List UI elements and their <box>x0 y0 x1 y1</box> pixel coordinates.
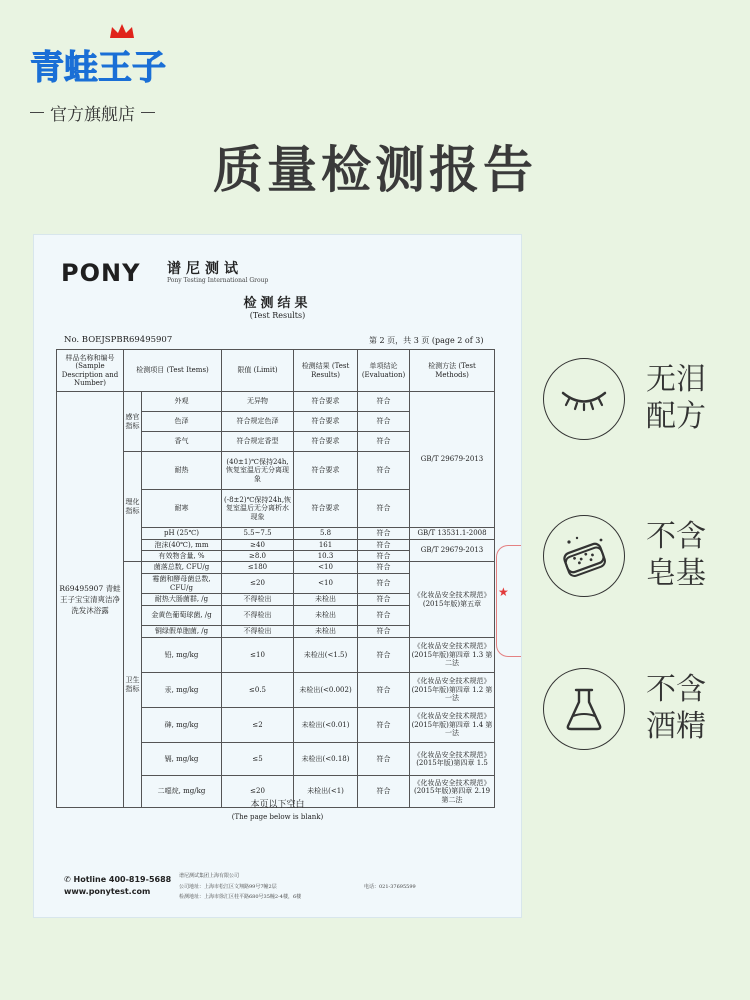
cell-limit: ≤20 <box>222 776 294 808</box>
feature-label: 不含皂基 <box>646 519 706 591</box>
hotline-text: Hotline 400-819-5688 <box>73 875 172 884</box>
cell-result: 10.3 <box>294 551 358 562</box>
flask-icon <box>564 686 604 732</box>
page-title: 质量检测报告 <box>213 141 537 199</box>
cell-limit: 符合规定香型 <box>222 432 294 452</box>
company-name-en: Pony Testing International Group <box>167 277 269 284</box>
cell-eval: 符合 <box>358 776 410 808</box>
feature-icon-circle <box>543 358 625 440</box>
cell-result: 未检出(<1) <box>294 776 358 808</box>
cell-eval: 符合 <box>358 708 410 743</box>
cell-limit: ≤180 <box>222 562 294 574</box>
cell-method: 《化妆品安全技术规范》(2015年版)第五章 <box>410 562 495 638</box>
cell-result: 符合要求 <box>294 490 358 528</box>
header-results: 检测结果 (Test Results) <box>294 350 358 392</box>
feature-icon-circle <box>543 668 625 750</box>
table-header-row <box>57 350 495 392</box>
cell-item: 铅, mg/kg <box>142 638 222 673</box>
cell-item: 铜绿假单胞菌, /g <box>142 626 222 638</box>
feature-label: 无泪配方 <box>646 362 706 434</box>
cell-item: 耐热大肠菌群, /g <box>142 594 222 606</box>
cell-eval: 符合 <box>358 606 410 626</box>
divider <box>30 112 44 114</box>
cell-eval: 符合 <box>358 528 410 540</box>
cell-limit: (-8±2)℃保持24h,恢复室温后无分离析水现象 <box>222 490 294 528</box>
cell-limit: ≤0.5 <box>222 673 294 708</box>
report-number: No. BOEJSPBR69495907 <box>64 335 173 345</box>
cell-eval: 符合 <box>358 743 410 776</box>
cell-eval: 符合 <box>358 551 410 562</box>
crown-icon <box>108 22 136 40</box>
cell-method: 《化妆品安全技术规范》(2015年版)第四章 1.4 第一法 <box>410 708 495 743</box>
blank-note-en: (The page below is blank) <box>231 813 324 821</box>
cell-method: 《化妆品安全技术规范》(2015年版)第四章 1.2 第一法 <box>410 673 495 708</box>
sample-description: R69495907 青蛙王子宝宝清爽洁净洗发沐浴露 <box>57 392 124 808</box>
cell-limit: 不得检出 <box>222 626 294 638</box>
cell-eval: 符合 <box>358 412 410 432</box>
cell-item: 耐热 <box>142 452 222 490</box>
brand-logo[interactable]: 青蛙王子 <box>30 48 166 88</box>
website: www.ponytest.com <box>64 887 151 896</box>
cell-item: 色泽 <box>142 412 222 432</box>
cell-method: 《化妆品安全技术规范》(2015年版)第四章 2.19 第二法 <box>410 776 495 808</box>
cell-eval: 符合 <box>358 540 410 551</box>
cell-eval: 符合 <box>358 626 410 638</box>
page-info: 第 2 页，共 3 页 (page 2 of 3) <box>369 336 484 345</box>
divider <box>141 112 155 114</box>
feature-no-soap <box>543 515 743 597</box>
cell-eval: 符合 <box>358 594 410 606</box>
soap-bar-icon <box>557 534 611 578</box>
cell-limit: (40±1)℃保持24h,恢复室温后无分离现象 <box>222 452 294 490</box>
closed-eye-icon <box>559 384 609 414</box>
cell-limit: ≥8.0 <box>222 551 294 562</box>
cell-item: 霉菌和酵母菌总数, CFU/g <box>142 574 222 594</box>
store-label <box>30 100 180 125</box>
feature-tear-free <box>543 358 743 440</box>
cell-eval: 符合 <box>358 574 410 594</box>
cell-result: 未检出 <box>294 594 358 606</box>
header-evaluation: 单项结论 (Evaluation) <box>358 350 410 392</box>
cell-limit: 无异物 <box>222 392 294 412</box>
feature-no-alcohol <box>543 668 743 750</box>
cell-method: 《化妆品安全技术规范》(2015年版)第四章 1.5 <box>410 743 495 776</box>
cell-method: GB/T 13531.1-2008 <box>410 528 495 540</box>
cell-limit: ≥40 <box>222 540 294 551</box>
cell-item: 泡沫(40℃), mm <box>142 540 222 551</box>
header-sample: 样品名称和编号 (Sample Description and Number) <box>57 350 124 392</box>
cell-item: 镉, mg/kg <box>142 743 222 776</box>
cell-item: 砷, mg/kg <box>142 708 222 743</box>
cell-result: 符合要求 <box>294 432 358 452</box>
store-label-text: 官方旗舰店 <box>50 105 135 125</box>
cell-limit: 不得检出 <box>222 606 294 626</box>
official-stamp <box>496 545 521 657</box>
group-hygiene: 卫生指标 <box>124 562 142 808</box>
cell-method: 《化妆品安全技术规范》(2015年版)第四章 1.3 第二法 <box>410 638 495 673</box>
pony-logo: PONY <box>61 259 141 287</box>
cell-eval: 符合 <box>358 490 410 528</box>
test-report-document <box>34 235 521 917</box>
results-table <box>56 349 495 808</box>
cell-eval: 符合 <box>358 392 410 412</box>
cell-item: 外观 <box>142 392 222 412</box>
cell-method: GB/T 29679-2013 <box>410 540 495 562</box>
cell-result: <10 <box>294 562 358 574</box>
cell-eval: 符合 <box>358 432 410 452</box>
cell-result: 未检出 <box>294 626 358 638</box>
cell-item: 香气 <box>142 432 222 452</box>
cell-item: pH (25℃) <box>142 528 222 540</box>
blank-note: 本页以下空白 <box>250 800 305 810</box>
stamp-star-icon: ★ <box>498 585 509 599</box>
header-limit: 限值 (Limit) <box>222 350 294 392</box>
cell-item: 金黄色葡萄球菌, /g <box>142 606 222 626</box>
cell-method: GB/T 29679-2013 <box>410 392 495 528</box>
feature-label: 不含酒精 <box>646 672 706 744</box>
telephone: 电话：021-37695599 <box>364 884 416 890</box>
cell-item: 菌落总数, CFU/g <box>142 562 222 574</box>
org-name: 谱尼测试集团上海有限公司 <box>179 873 240 879</box>
cell-limit: ≤10 <box>222 638 294 673</box>
cell-item: 耐寒 <box>142 490 222 528</box>
cell-result: 未检出(<0.01) <box>294 708 358 743</box>
cell-eval: 符合 <box>358 452 410 490</box>
cell-limit: ≤2 <box>222 708 294 743</box>
cell-limit: ≤5 <box>222 743 294 776</box>
cell-item: 有效物含量, % <box>142 551 222 562</box>
report-title-en: (Test Results) <box>249 311 306 320</box>
company-address: 公司地址：上海市松江区文翔路99号7幢2层 <box>179 884 277 890</box>
group-physchem: 理化指标 <box>124 452 142 562</box>
cell-eval: 符合 <box>358 673 410 708</box>
cell-limit: 5.5~7.5 <box>222 528 294 540</box>
cell-result: 161 <box>294 540 358 551</box>
cell-limit: ≤20 <box>222 574 294 594</box>
cell-result: 符合要求 <box>294 412 358 432</box>
feature-icon-circle <box>543 515 625 597</box>
hotline <box>64 875 171 884</box>
cell-result: 符合要求 <box>294 452 358 490</box>
report-title: 检测结果 <box>243 296 312 311</box>
header-methods: 检测方法 (Test Methods) <box>410 350 495 392</box>
test-address: 检测地址：上海市徐汇区桂平路680号35幢2-4楼，6楼 <box>179 894 302 900</box>
cell-item: 二噁烷, mg/kg <box>142 776 222 808</box>
cell-result: 未检出(<1.5) <box>294 638 358 673</box>
cell-item: 汞, mg/kg <box>142 673 222 708</box>
cell-result: 未检出(<0.18) <box>294 743 358 776</box>
cell-result: 5.8 <box>294 528 358 540</box>
cell-eval: 符合 <box>358 638 410 673</box>
cell-limit: 不得检出 <box>222 594 294 606</box>
cell-result: 符合要求 <box>294 392 358 412</box>
header-items: 检测项目 (Test Items) <box>124 350 222 392</box>
company-name-cn: 谱尼测试 <box>167 261 243 277</box>
cell-result: 未检出 <box>294 606 358 626</box>
table-row <box>57 392 495 412</box>
cell-limit: 符合规定色泽 <box>222 412 294 432</box>
cell-result: 未检出(<0.002) <box>294 673 358 708</box>
phone-icon: ✆ <box>64 875 71 884</box>
group-sensory: 感官指标 <box>124 392 142 452</box>
cell-eval: 符合 <box>358 562 410 574</box>
cell-result: <10 <box>294 574 358 594</box>
